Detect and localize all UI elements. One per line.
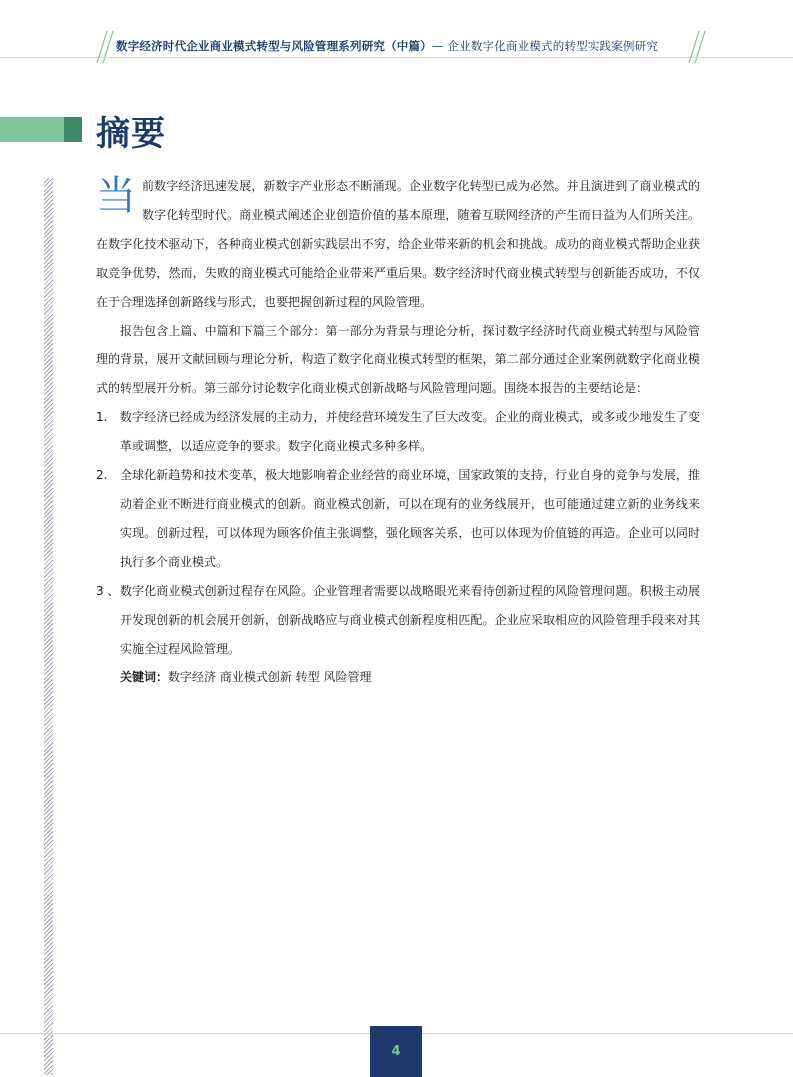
conclusion-item-1 bbox=[96, 403, 700, 461]
header-slash-left-icon bbox=[94, 30, 116, 64]
keywords-line bbox=[96, 663, 700, 692]
header-title bbox=[116, 38, 696, 54]
margin-hatch-decoration bbox=[44, 178, 53, 1075]
abstract-intro-text: 前数字经济迅速发展，新数字产业形态不断涌现。企业数字化转型已成为必然。并且演进到了商业模式的数字化转型时代。商业模式阐述企业创造价值的基本原理，随着互联网经济的产生而日益为人们所关注。在数字化技术驱动下，各种商业模式创新实践层出不穷，给企业带来新的机会和挑战。成功的商业模式帮助企业获取竞争优势，然而，失败的商业模式可能给企业带来严重后果。数字经济时代商业模式转型与创新能否成功，不仅在于合理选择创新路线与形式，也要把握创新过程的风险管理。 bbox=[96, 179, 700, 309]
header-title-bold: 数字经济时代企业商业模式转型与风险管理系列研究（中篇） bbox=[116, 39, 432, 53]
abstract-paragraph-2: 报告包含上篇、中篇和下篇三个部分：第一部分为背景与理论分析，探讨数字经济时代商业模式转型与风险管理的背景，展开文献回顾与理论分析，构造了数字化商业模式转型的框架，第二部分通过企业案例就数字化商业模式的转型展开分析。第三部分讨论数字化商业模式创新战略与风险管理问题。围绕本报告的主要结论是： bbox=[96, 323, 700, 396]
conclusion-item-2 bbox=[96, 461, 700, 577]
page-number: 4 bbox=[370, 1026, 422, 1077]
conclusion-number: 2. bbox=[96, 468, 108, 483]
header-divider bbox=[0, 57, 793, 58]
conclusion-text: 全球化新趋势和技术变革，极大地影响着企业经营的商业环境，国家政策的支持，行业自身的竞争与发展，推动着企业不断进行商业模式的创新。商业模式创新，可以在现有的业务线展开，也可能通过建立新的业务线来实现。创新过程，可以体现为顾客价值主张调整，强化顾客关系，也可以体现为价值链的再造。企业可以同时执行多个商业模式。 bbox=[120, 468, 700, 569]
header-title-rest: — 企业数字化商业模式的转型实践案例研究 bbox=[431, 39, 659, 53]
abstract-body bbox=[96, 172, 700, 692]
keywords-label: 关键词： bbox=[120, 670, 169, 685]
conclusion-number: 3 、 bbox=[96, 583, 120, 598]
conclusion-item-3 bbox=[96, 577, 700, 664]
title-accent-square bbox=[64, 117, 82, 142]
page-title: 摘要 bbox=[96, 114, 166, 154]
dropcap: 当 bbox=[96, 173, 136, 219]
abstract-intro-paragraph bbox=[96, 172, 700, 317]
keywords-text: 数字经济 商业模式创新 转型 风险管理 bbox=[168, 670, 372, 685]
conclusion-text: 数字化商业模式创新过程存在风险。企业管理者需要以战略眼光来看待创新过程的风险管理问题。积极主动展开发现创新的机会展开创新，创新战略应与商业模式创新程度相匹配。企业应采取相应的风险管理手段来对其实施全过程风险管理。 bbox=[120, 583, 700, 656]
title-accent-bar bbox=[0, 117, 64, 142]
header-slash-right-icon bbox=[686, 30, 708, 64]
conclusion-number: 1. bbox=[96, 410, 108, 425]
conclusion-text: 数字经济已经成为经济发展的主动力，并使经营环境发生了巨大改变。企业的商业模式，或多或少地发生了变革或调整，以适应竞争的要求。数字化商业模式多种多样。 bbox=[120, 410, 700, 454]
